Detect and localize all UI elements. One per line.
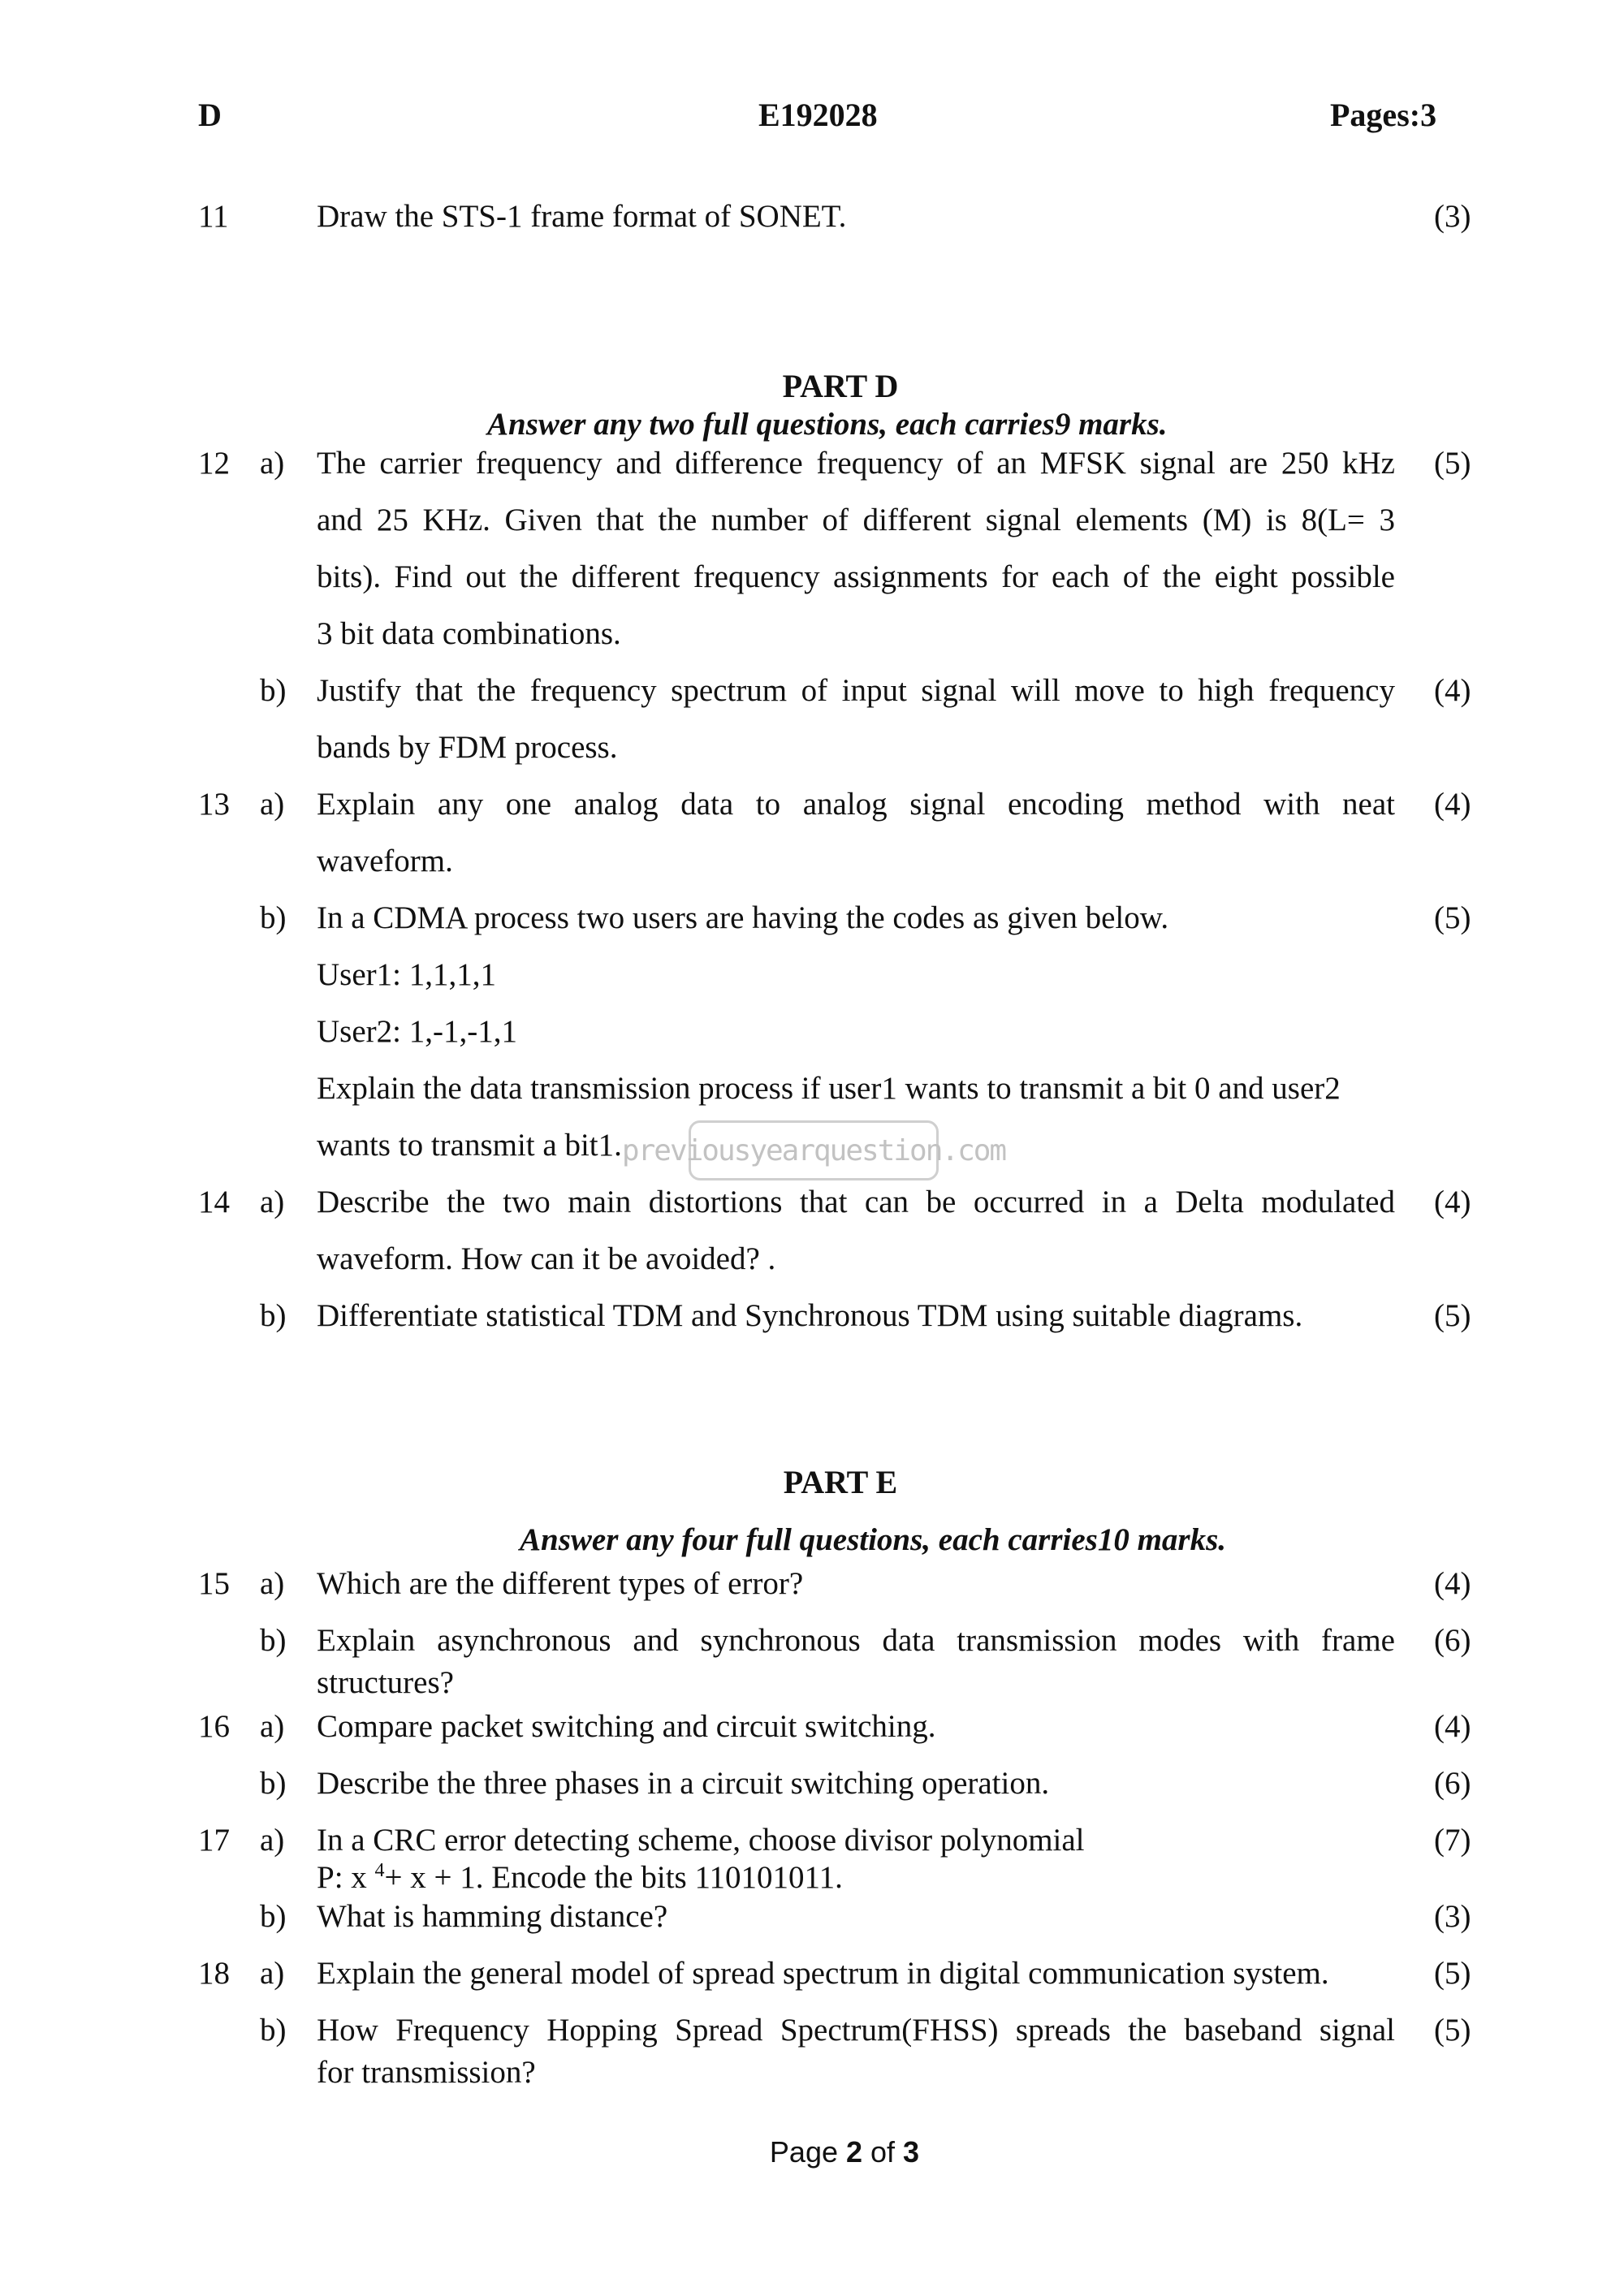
crc-polynomial-line (317, 1859, 1395, 1896)
question-line: Explain the general model of spread spectrum in digital communication system. (317, 1956, 1329, 1991)
question-line: for transmission? (317, 2055, 536, 2090)
header-pages: Pages:3 (1330, 97, 1437, 133)
question-number: 12 (198, 446, 230, 481)
question-text: Draw the STS-1 frame format of SONET. (317, 199, 847, 234)
question-number: 13 (198, 787, 230, 822)
question-marks: (3) (1434, 199, 1471, 234)
subquestion-label: a) (260, 1566, 285, 1601)
subquestion-label: b) (260, 673, 287, 708)
question-number: 18 (198, 1956, 230, 1991)
subquestion-label: b) (260, 1298, 287, 1333)
question-line: User2: 1,-1,-1,1 (317, 1014, 517, 1049)
subquestion-label: a) (260, 1823, 285, 1858)
subquestion-label: a) (260, 1709, 285, 1744)
question-line: User1: 1,1,1,1 (317, 957, 496, 992)
subquestion-label: a) (260, 787, 285, 822)
question-line: bands by FDM process. (317, 730, 618, 765)
subquestion-label: b) (260, 1766, 287, 1801)
footer-prefix: Page (769, 2135, 846, 2169)
subquestion-label: b) (260, 900, 287, 935)
question-line: Describe the three phases in a circuit switching operation. (317, 1766, 1050, 1801)
question-marks: (5) (1434, 2013, 1471, 2048)
question-line: waveform. (317, 844, 453, 878)
part-e-title: PART E (783, 1464, 898, 1500)
polynomial-suffix: + x + 1. Encode the bits 110101011. (384, 1860, 843, 1895)
question-number: 11 (198, 199, 229, 234)
question-line: Describe the two main distortions that can be occurred in a Delta modulated (317, 1185, 1395, 1219)
question-line: What is hamming distance? (317, 1899, 668, 1934)
subquestion-label: a) (260, 1956, 285, 1991)
polynomial-exponent: 4 (374, 1860, 385, 1881)
question-number: 16 (198, 1709, 230, 1744)
subquestion-label: b) (260, 1899, 287, 1934)
question-marks: (4) (1434, 787, 1471, 822)
question-line: Which are the different types of error? (317, 1566, 804, 1601)
question-marks: (6) (1434, 1623, 1471, 1658)
question-number: 14 (198, 1185, 230, 1219)
question-line: and 25 KHz. Given that the number of different signal elements (M) is 8(L= 3 (317, 503, 1395, 537)
question-line: Explain any one analog data to analog signal encoding method with neat (317, 787, 1395, 822)
question-marks: (6) (1434, 1766, 1471, 1801)
question-marks: (5) (1434, 446, 1471, 481)
question-line: Justify that the frequency spectrum of input signal will move to high frequency (317, 673, 1395, 708)
question-marks: (5) (1434, 1956, 1471, 1991)
part-d-instruction: Answer any two full questions, each carries9 marks. (487, 407, 1168, 442)
question-line: waveform. How can it be avoided? . (317, 1241, 776, 1276)
question-line: Differentiate statistical TDM and Synchronous TDM using suitable diagrams. (317, 1298, 1303, 1333)
question-line: Explain asynchronous and synchronous data transmission modes with frame (317, 1623, 1395, 1658)
question-line: Explain the data transmission process if user1 wants to transmit a bit 0 and user2 (317, 1071, 1341, 1106)
subquestion-label: a) (260, 446, 285, 481)
subquestion-label: a) (260, 1185, 285, 1219)
subquestion-label: b) (260, 2013, 287, 2048)
header-code: E192028 (758, 97, 878, 133)
question-number: 15 (198, 1566, 230, 1601)
question-marks: (4) (1434, 1185, 1471, 1219)
question-line: The carrier frequency and difference frequency of an MFSK signal are 250 kHz (317, 446, 1395, 481)
part-d-title: PART D (782, 368, 899, 404)
question-line: wants to transmit a bit1. (317, 1128, 622, 1163)
watermark-logo: previousyearquestion.com (689, 1120, 939, 1180)
header-left: D (198, 97, 222, 133)
question-marks: (3) (1434, 1899, 1471, 1934)
question-marks: (4) (1434, 673, 1471, 708)
question-line: In a CRC error detecting scheme, choose divisor polynomial (317, 1823, 1085, 1858)
question-line: Compare packet switching and circuit switching. (317, 1709, 936, 1744)
footer-middle: of (862, 2135, 904, 2169)
footer-current-page: 2 (845, 2135, 863, 2169)
question-line: bits). Find out the different frequency assignments for each of the eight possible (317, 559, 1395, 594)
question-line: 3 bit data combinations. (317, 616, 621, 651)
question-marks: (4) (1434, 1709, 1471, 1744)
question-marks: (7) (1434, 1823, 1471, 1858)
question-line: In a CDMA process two users are having the codes as given below. (317, 900, 1169, 935)
question-line: How Frequency Hopping Spread Spectrum(FHSS) spreads the baseband signal (317, 2013, 1395, 2048)
question-number: 17 (198, 1823, 230, 1858)
question-marks: (5) (1434, 900, 1471, 935)
question-marks: (5) (1434, 1298, 1471, 1333)
page-footer (0, 2135, 1624, 2169)
subquestion-label: b) (260, 1623, 287, 1658)
footer-total-pages: 3 (903, 2135, 920, 2169)
question-line: structures? (317, 1665, 454, 1700)
polynomial-prefix: P: x (317, 1860, 367, 1895)
question-marks: (4) (1434, 1566, 1471, 1601)
part-e-instruction: Answer any four full questions, each carries10 marks. (520, 1522, 1227, 1557)
